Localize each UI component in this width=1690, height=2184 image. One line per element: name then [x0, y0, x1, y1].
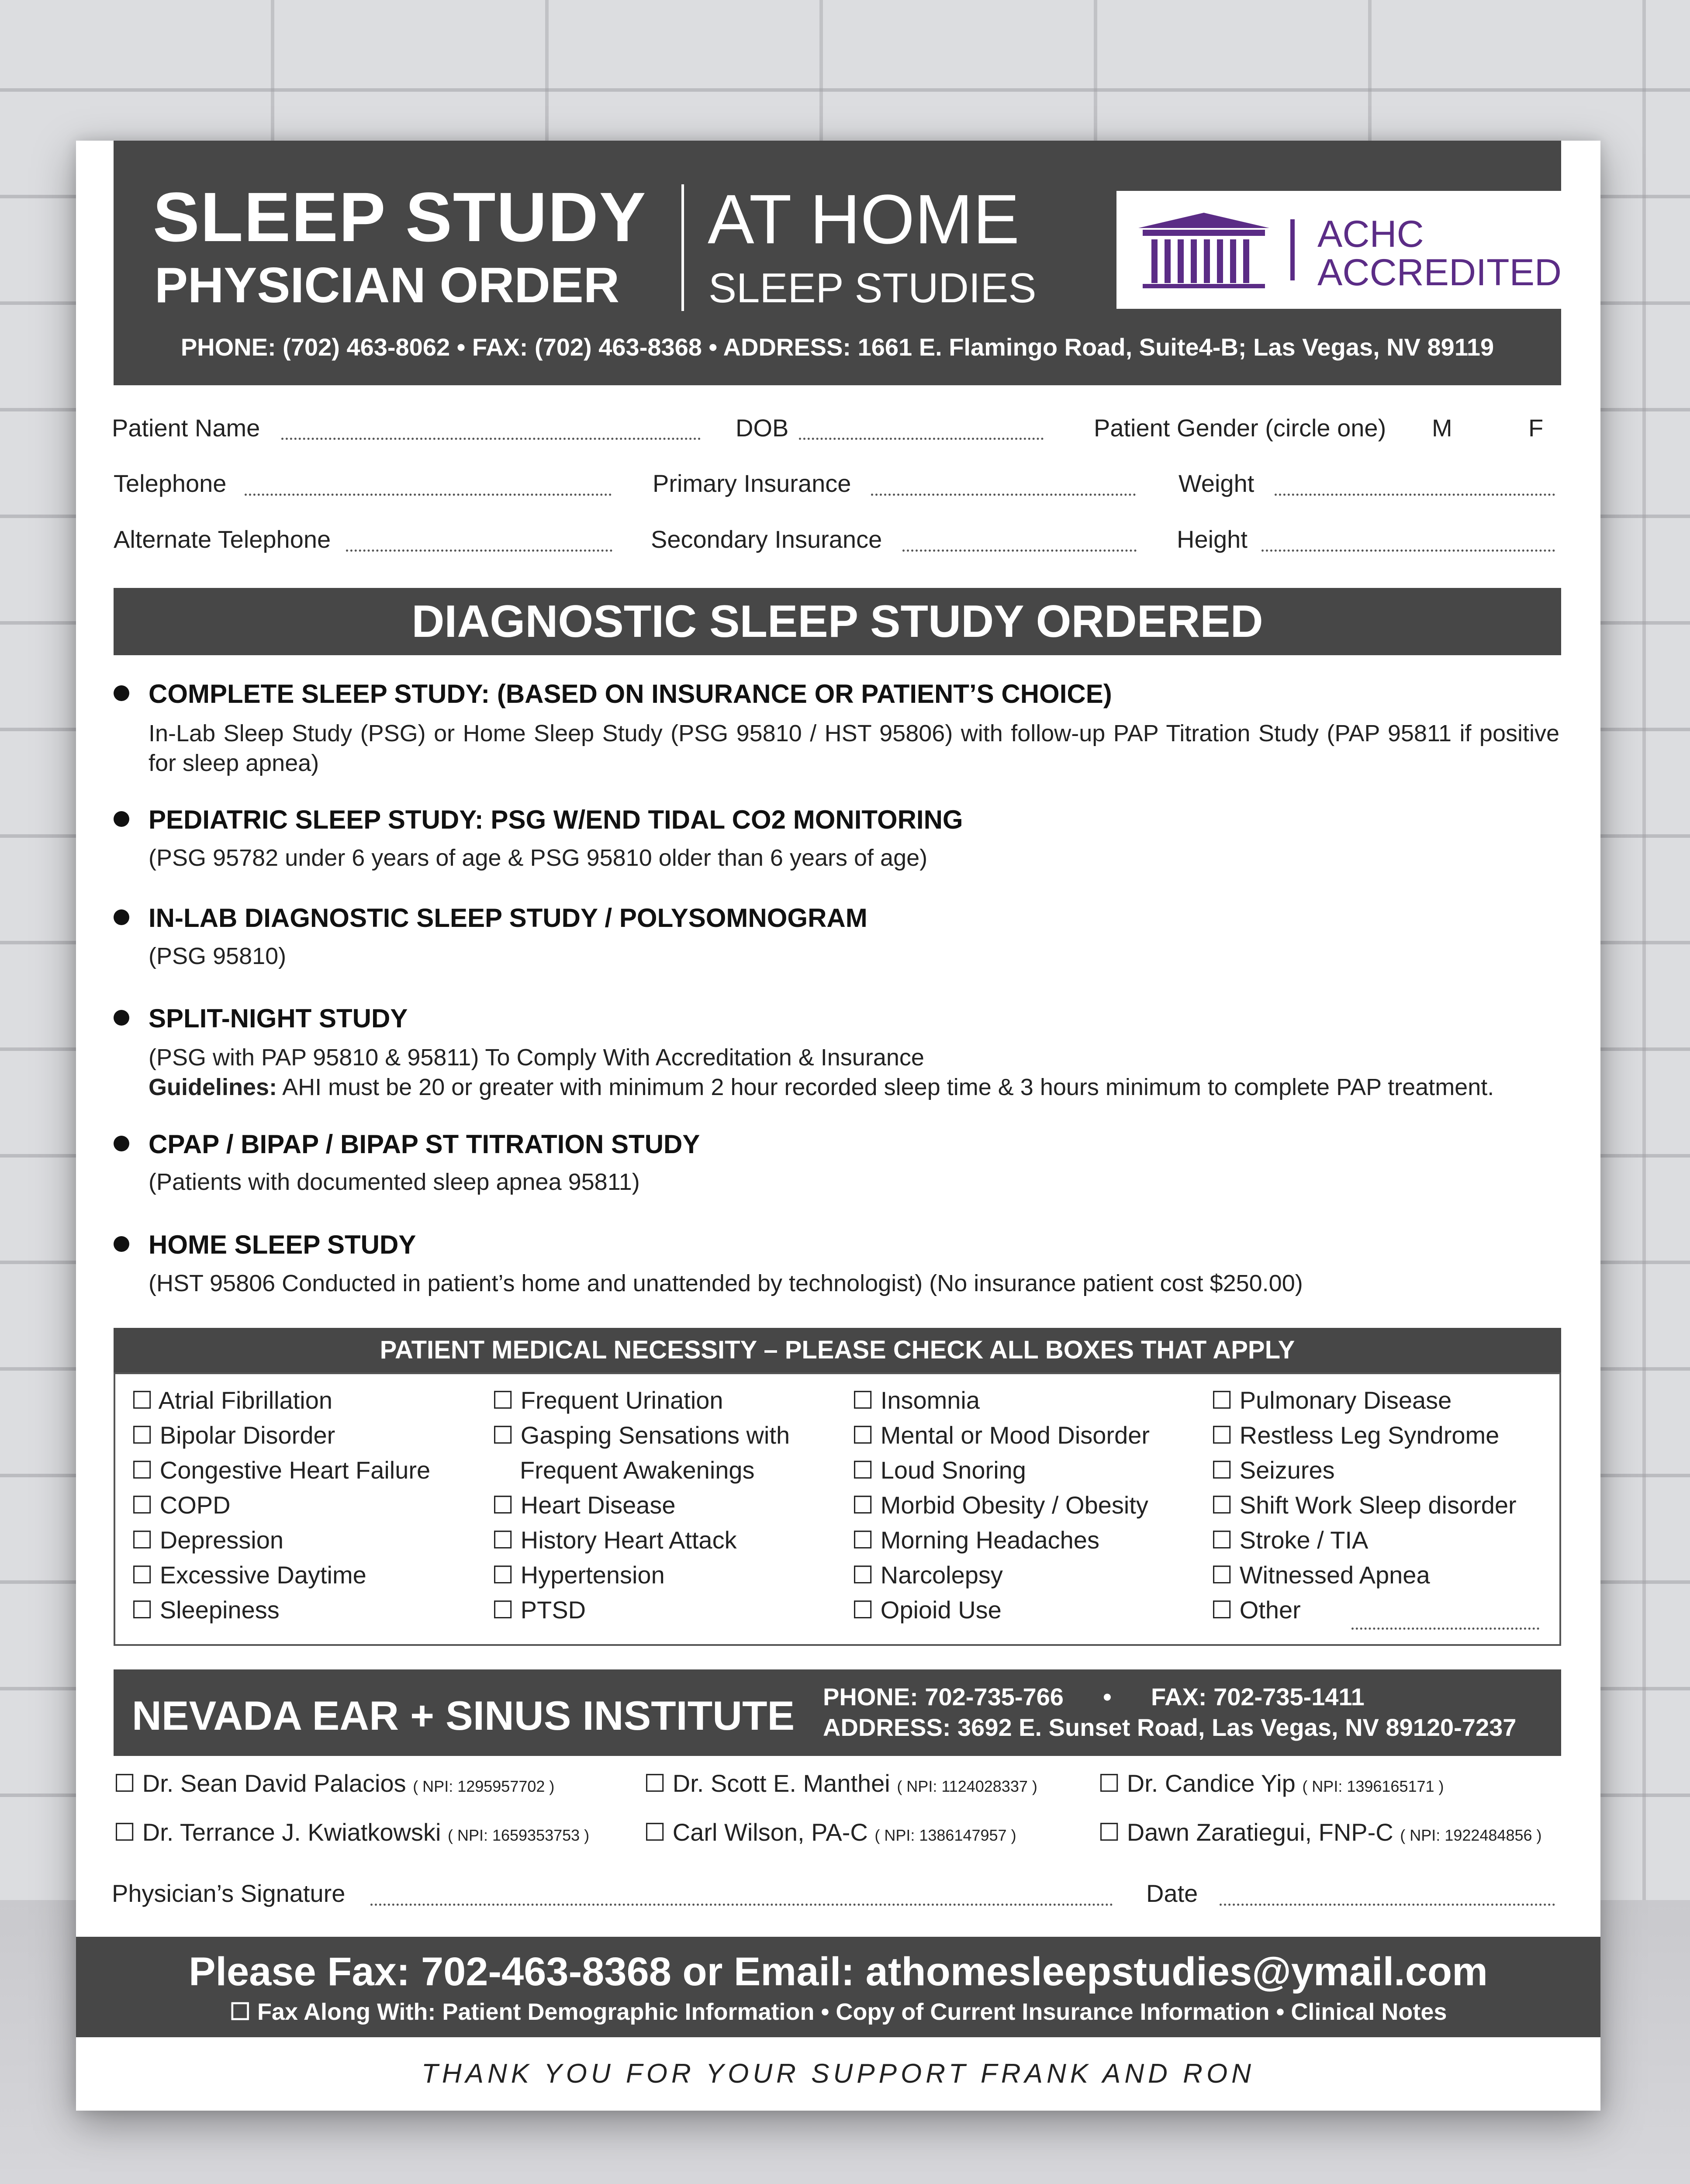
checkbox-icon[interactable]: ☐: [492, 1596, 514, 1624]
study-3-desc: (PSG 95810): [149, 943, 287, 969]
study-5-desc: (Patients with documented sleep apnea 95811): [149, 1169, 640, 1195]
study-6-desc: (HST 95806 Conducted in patient’s home and unattended by technologist) (No insurance patient cost $250.00): [149, 1270, 1303, 1296]
condition-checkbox[interactable]: ☐ Mental or Mood Disorder: [852, 1421, 1150, 1449]
checkbox-icon[interactable]: ☐: [1211, 1596, 1233, 1624]
condition-checkbox[interactable]: ☐ Excessive Daytime: [131, 1561, 366, 1589]
checkbox-icon[interactable]: ☐: [131, 1386, 153, 1414]
necessity-column-1: [131, 1383, 430, 1628]
checkbox-icon[interactable]: ☐: [131, 1456, 153, 1484]
checkbox-icon[interactable]: ☐: [131, 1596, 153, 1624]
checkbox-icon[interactable]: ☐: [1211, 1561, 1233, 1589]
secondary-insurance-label: Secondary Insurance: [651, 525, 882, 553]
other-condition-field[interactable]: [1351, 1628, 1539, 1630]
brand-tagline: SLEEP STUDIES: [708, 265, 1037, 311]
condition-checkbox[interactable]: ☐ Loud Snoring: [852, 1456, 1026, 1484]
institute-name: NEVADA EAR + SINUS INSTITUTE: [132, 1693, 795, 1738]
height-field[interactable]: [1261, 549, 1555, 552]
alt-telephone-field[interactable]: [346, 549, 612, 552]
study-4-bullet[interactable]: [114, 1010, 129, 1026]
study-6-bullet[interactable]: [114, 1236, 129, 1252]
checkbox-icon[interactable]: ☐: [131, 1526, 153, 1554]
signature-field[interactable]: [370, 1904, 1113, 1906]
form-header: [114, 141, 1561, 385]
study-6-title: HOME SLEEP STUDY: [149, 1230, 416, 1259]
study-5-bullet[interactable]: [114, 1136, 129, 1151]
study-1-title: COMPLETE SLEEP STUDY: (BASED ON INSURANCE OR PATIENT’S CHOICE): [149, 679, 1112, 708]
condition-checkbox[interactable]: ☐ Hypertension: [492, 1561, 665, 1589]
condition-checkbox[interactable]: ☐ Seizures: [1211, 1456, 1335, 1484]
footer-banner: [76, 1937, 1600, 2037]
condition-checkbox[interactable]: ☐ Pulmonary Disease: [1211, 1386, 1452, 1414]
checkbox-icon[interactable]: ☐: [114, 1769, 136, 1797]
checkbox-icon[interactable]: ☐: [1211, 1526, 1233, 1554]
checkbox-icon[interactable]: ☐: [131, 1421, 153, 1449]
checkbox-icon[interactable]: ☐: [1098, 1818, 1120, 1846]
order-form-sheet: [76, 141, 1600, 2111]
patient-name-label: Patient Name: [112, 414, 260, 442]
checkbox-icon[interactable]: ☐: [644, 1818, 666, 1846]
dob-label: DOB: [736, 414, 789, 442]
necessity-banner: PATIENT MEDICAL NECESSITY – PLEASE CHECK ALL BOXES THAT APPLY: [114, 1328, 1561, 1372]
checkbox-icon[interactable]: ☐: [852, 1421, 874, 1449]
thank-you-note: THANK YOU FOR YOUR SUPPORT FRANK AND RON: [422, 2059, 1255, 2089]
condition-checkbox[interactable]: ☐ Morning Headaches: [852, 1526, 1099, 1554]
logo-text: ACHC ACCREDITED: [1317, 213, 1562, 294]
checkbox-icon[interactable]: ☐: [1211, 1386, 1233, 1414]
telephone-field[interactable]: [245, 494, 612, 496]
checkbox-icon[interactable]: ☐: [852, 1596, 874, 1624]
physician-option[interactable]: ☐ Dr. Terrance J. Kwiatkowski ( NPI: 1659353753 ): [114, 1818, 590, 1846]
form-subtitle: PHYSICIAN ORDER: [155, 258, 620, 313]
building-columns-icon: [1134, 211, 1274, 289]
physician-option[interactable]: ☐ Carl Wilson, PA-C ( NPI: 1386147957 ): [644, 1818, 1016, 1846]
condition-checkbox[interactable]: ☐ PTSD: [492, 1596, 586, 1624]
condition-checkbox[interactable]: ☐ Congestive Heart Failure: [131, 1456, 431, 1484]
condition-checkbox[interactable]: ☐ Atrial Fibrillation: [131, 1386, 333, 1414]
primary-insurance-field[interactable]: [871, 494, 1136, 496]
necessity-checklist: [114, 1372, 1561, 1646]
alt-telephone-label: Alternate Telephone: [114, 525, 331, 553]
date-field[interactable]: [1220, 1904, 1555, 1906]
institute-phone: PHONE: 702-735-766 • FAX: 702-735-1411: [823, 1683, 1365, 1711]
signature-label: Physician’s Signature: [112, 1880, 346, 1907]
gender-label: Patient Gender (circle one): [1094, 414, 1386, 442]
fax-along-with-line: ☐ Fax Along With: Patient Demographic Information • Copy of Current Insurance Information • Clinical Notes: [229, 1999, 1447, 2025]
checkbox-icon[interactable]: ☐: [1098, 1769, 1120, 1797]
study-5-title: CPAP / BIPAP / BIPAP ST TITRATION STUDY: [149, 1130, 700, 1159]
diagnostic-banner: DIAGNOSTIC SLEEP STUDY ORDERED: [114, 588, 1561, 655]
study-2-desc: (PSG 95782 under 6 years of age & PSG 95810 older than 6 years of age): [149, 845, 928, 871]
checkbox-icon[interactable]: ☐: [852, 1526, 874, 1554]
fax-email-line: Please Fax: 702-463-8368 or Email: athomesleepstudies@ymail.com: [189, 1949, 1488, 1994]
study-4-title: SPLIT-NIGHT STUDY: [149, 1004, 408, 1033]
checkbox-icon[interactable]: ☐: [1211, 1456, 1233, 1484]
checkbox-icon[interactable]: ☐: [1211, 1421, 1233, 1449]
condition-label-continued: Frequent Awakenings: [520, 1456, 755, 1484]
checkbox-icon[interactable]: ☐: [131, 1491, 153, 1519]
primary-insurance-label: Primary Insurance: [653, 470, 851, 497]
gender-option-m[interactable]: M: [1432, 414, 1452, 442]
telephone-label: Telephone: [114, 470, 227, 497]
condition-checkbox[interactable]: ☐ Morbid Obesity / Obesity: [852, 1491, 1148, 1519]
study-3-bullet[interactable]: [114, 909, 129, 925]
physician-option[interactable]: ☐ Dr. Candice Yip ( NPI: 1396165171 ): [1098, 1769, 1444, 1797]
logo-divider: [1290, 219, 1295, 280]
weight-field[interactable]: [1275, 494, 1555, 496]
checkbox-icon[interactable]: ☐: [852, 1456, 874, 1484]
condition-checkbox[interactable]: ☐ Opioid Use: [852, 1596, 1002, 1624]
checkbox-icon[interactable]: ☐: [852, 1561, 874, 1589]
condition-checkbox[interactable]: ☐ Restless Leg Syndrome: [1211, 1421, 1500, 1449]
necessity-column-2: [492, 1383, 790, 1628]
checkbox-icon[interactable]: ☐: [131, 1561, 153, 1589]
header-contact-line: PHONE: (702) 463-8062 • FAX: (702) 463-8368 • ADDRESS: 1661 E. Flamingo Road, Suite4-B; Las Vegas, NV 89119: [180, 333, 1494, 361]
condition-checkbox[interactable]: ☐ Bipolar Disorder: [131, 1421, 335, 1449]
study-2-bullet[interactable]: [114, 811, 129, 827]
gender-option-f[interactable]: F: [1528, 414, 1544, 442]
condition-checkbox-other[interactable]: ☐ Other: [1211, 1596, 1301, 1624]
study-4-desc: (PSG with PAP 95810 & 95811) To Comply With Accreditation & Insurance: [149, 1044, 924, 1071]
brand-name: AT HOME: [708, 180, 1020, 258]
checkbox-icon[interactable]: ☐: [852, 1386, 874, 1414]
institute-banner: [114, 1669, 1561, 1756]
institute-address: ADDRESS: 3692 E. Sunset Road, Las Vegas, NV 89120-7237: [823, 1714, 1517, 1741]
study-1-desc: In-Lab Sleep Study (PSG) or Home Sleep Study (PSG 95810 / HST 95806) with follow-up PAP Titration Study (PAP 95811 if positive for sleep apnea): [149, 720, 1559, 776]
condition-checkbox[interactable]: ☐ Sleepiness: [131, 1596, 280, 1624]
checkbox-icon[interactable]: ☐: [644, 1769, 666, 1797]
condition-checkbox[interactable]: ☐ Gasping Sensations with: [492, 1421, 790, 1449]
physician-option[interactable]: ☐ Dr. Sean David Palacios ( NPI: 1295957702 ): [114, 1769, 555, 1797]
date-label: Date: [1146, 1880, 1198, 1907]
achc-logo: [1116, 191, 1561, 309]
condition-checkbox[interactable]: ☐ COPD: [131, 1491, 231, 1519]
condition-checkbox[interactable]: ☐ Depression: [131, 1526, 284, 1554]
form-title: SLEEP STUDY: [153, 178, 647, 256]
physician-option[interactable]: ☐ Dr. Scott E. Manthei ( NPI: 1124028337 ): [644, 1769, 1037, 1797]
condition-checkbox[interactable]: ☐ Stroke / TIA: [1211, 1526, 1369, 1554]
condition-checkbox[interactable]: ☐ History Heart Attack: [492, 1526, 737, 1554]
weight-label: Weight: [1179, 470, 1255, 497]
checkbox-icon[interactable]: ☐: [492, 1491, 514, 1519]
header-divider: [681, 184, 684, 311]
condition-checkbox[interactable]: ☐ Witnessed Apnea: [1211, 1561, 1430, 1589]
study-2-title: PEDIATRIC SLEEP STUDY: PSG W/END TIDAL CO2 MONITORING: [149, 805, 963, 834]
study-4-guidelines: Guidelines: AHI must be 20 or greater with minimum 2 hour recorded sleep time & 3 hours minimum to complete PAP treatment.: [149, 1074, 1494, 1100]
study-1-bullet[interactable]: [114, 685, 129, 701]
dob-field[interactable]: [799, 438, 1044, 440]
necessity-column-4: [1211, 1383, 1517, 1628]
patient-name-field[interactable]: [281, 438, 701, 440]
checkbox-icon[interactable]: ☐: [114, 1818, 136, 1846]
condition-checkbox[interactable]: ☐ Narcolepsy: [852, 1561, 1003, 1589]
condition-checkbox[interactable]: ☐ Frequent Urination: [492, 1386, 723, 1414]
physician-option[interactable]: ☐ Dawn Zaratiegui, FNP-C ( NPI: 1922484856 ): [1098, 1818, 1542, 1846]
necessity-column-3: [852, 1383, 1150, 1628]
checkbox-icon[interactable]: ☐: [852, 1491, 874, 1519]
condition-checkbox[interactable]: ☐ Heart Disease: [492, 1491, 676, 1519]
secondary-insurance-field[interactable]: [902, 549, 1137, 552]
condition-checkbox[interactable]: ☐ Insomnia: [852, 1386, 980, 1414]
checkbox-icon[interactable]: ☐: [492, 1561, 514, 1589]
condition-checkbox[interactable]: ☐ Shift Work Sleep disorder: [1211, 1491, 1517, 1519]
height-label: Height: [1177, 525, 1248, 553]
checkbox-icon[interactable]: ☐: [492, 1386, 514, 1414]
checkbox-icon[interactable]: ☐: [1211, 1491, 1233, 1519]
checkbox-icon[interactable]: ☐: [492, 1526, 514, 1554]
study-3-title: IN-LAB DIAGNOSTIC SLEEP STUDY / POLYSOMNOGRAM: [149, 903, 867, 933]
checkbox-icon[interactable]: ☐: [492, 1421, 514, 1449]
